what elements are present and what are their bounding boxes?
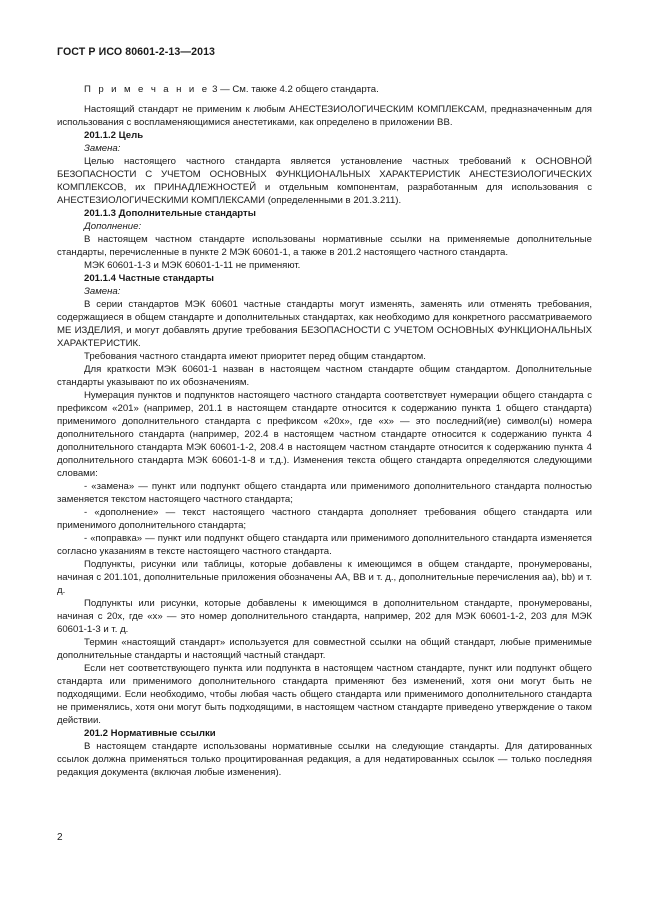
paragraph: Требования частного стандарта имеют приоритет перед общим стандартом. bbox=[84, 351, 426, 362]
amendment-label: Дополнение: bbox=[84, 221, 142, 232]
section-heading: 201.1.4 Частные стандарты bbox=[84, 273, 214, 284]
section-heading: 201.1.3 Дополнительные стандарты bbox=[84, 208, 256, 219]
document-header: ГОСТ Р ИСО 80601-2-13—2013 bbox=[57, 46, 216, 58]
section-heading: 201.2 Нормативные ссылки bbox=[84, 728, 216, 739]
list-item: - «дополнение» — текст настоящего частного стандарта дополняет требования общего стандарта или применимого дополнительного стандарта; bbox=[57, 507, 592, 531]
paragraph: МЭК 60601-1-3 и МЭК 60601-1-11 не применяют. bbox=[84, 260, 301, 271]
paragraph: Настоящий стандарт не применим к любым АНЕСТЕЗИОЛОГИЧЕСКИМ КОМПЛЕКСАМ, предназначенным для использования с воспламеняющимися анестетиками, как определено в приложении ВВ. bbox=[57, 104, 592, 128]
paragraph: Если нет соответствующего пункта или подпункта в настоящем частном стандарте, пункт или подпункт общего стандарта или применимого дополнительного стандарта применяют без изменений, хотя они могут быть не подходящими. Если необходимо, чтобы любая часть общего стандарта или применимого дополнительного стандарта не применялись, хотя они могут быть подходящими, в настоящем частном стандарте приведено утверждение о таком действии. bbox=[57, 663, 592, 726]
paragraph: Для краткости МЭК 60601-1 назван в настоящем частном стандарте общим стандартом. Дополнительные стандарты указывают по их обозначениям. bbox=[57, 364, 592, 388]
note-text: 3 — См. также 4.2 общего стандарта. bbox=[209, 84, 379, 95]
paragraph: В настоящем частном стандарте использованы нормативные ссылки на применяемые дополнительные стандарты, перечисленные в пункте 2 МЭК 60601-1, а также в 201.2 настоящего частного стандарта. bbox=[57, 234, 592, 258]
list-item: - «замена» — пункт или подпункт общего стандарта или применимого дополнительного стандарта полностью заменяется текстом настоящего частного стандарта; bbox=[57, 481, 592, 505]
note-paragraph bbox=[57, 83, 592, 96]
paragraph: В серии стандартов МЭК 60601 частные стандарты могут изменять, заменять или отменять требования, содержащиеся в общем стандарте и дополнительных стандартах, как необходимо для конкретного рассматриваемого МЕ ИЗДЕЛИЯ, и могут добавлять другие требования БЕЗОПАСНОСТИ С УЧЕТОМ ОСНОВНЫХ ФУНКЦИОНАЛЬНЫХ ХАРАКТЕРИСТИК. bbox=[57, 299, 592, 349]
document-body bbox=[57, 76, 592, 779]
page-number: 2 bbox=[57, 832, 63, 843]
list-item: - «поправка» — пункт или подпункт общего стандарта или применимого дополнительного стандарта изменяется согласно указаниям в тексте настоящего частного стандарта. bbox=[57, 533, 592, 557]
paragraph: Подпункты или рисунки, которые добавлены к имеющимся в дополнительном стандарте, пронумерованы, начиная с 20x, где «x» — это номер дополнительного стандарта, например, 202 для МЭК 60601-1-2, 203 для МЭК 60601-1-3 и т. д. bbox=[57, 598, 592, 635]
note-label: П р и м е ч а н и е bbox=[84, 84, 210, 95]
paragraph: Целью настоящего частного стандарта является установление частных требований к ОСНОВНОЙ БЕЗОПАСНОСТИ С УЧЕТОМ ОСНОВНЫХ ФУНКЦИОНАЛЬНЫХ ХАРАКТЕРИСТИК АНЕСТЕЗИОЛОГИЧЕСКИХ КОМПЛЕКСОВ, их ПРИНАДЛЕЖНОСТЕЙ и отдельным компонентам, разработанным для использования с АНЕСТЕЗИОЛОГИЧЕСКИМИ КОМПЛЕКСАМИ (определенными в 201.3.211). bbox=[57, 156, 592, 206]
paragraph: В настоящем стандарте использованы нормативные ссылки на следующие стандарты. Для датированных ссылок должна применяться только процитированная редакция, а для недатированных ссылок — только последняя редакция документа (включая любые изменения). bbox=[57, 741, 592, 778]
section-heading: 201.1.2 Цель bbox=[84, 130, 144, 141]
amendment-label: Замена: bbox=[84, 143, 121, 154]
paragraph: Подпункты, рисунки или таблицы, которые добавлены к имеющимся в общем стандарте, пронумерованы, начиная с 201.101, дополнительные приложения обозначены АА, ВВ и т. д., дополнительные перечисления аа), bb) и т. д. bbox=[57, 559, 592, 596]
amendment-label: Замена: bbox=[84, 286, 121, 297]
paragraph: Термин «настоящий стандарт» используется для совместной ссылки на общий стандарт, любые применимые дополнительные стандарты и настоящий частный стандарт. bbox=[57, 637, 592, 661]
paragraph: Нумерация пунктов и подпунктов настоящего частного стандарта соответствует нумерации общего стандарта с префиксом «201» (например, 201.1 в настоящем стандарте относится к содержанию пункта 1 общего стандарта) применимого дополнительного стандарта с префиксом «20x», где «x» — это последний(ие) символ(ы) номера дополнительного стандарта (например, 202.4 в настоящем частном стандарте относится к содержанию пункта 4 дополнительного стандарта МЭК 60601-1-2, 208.4 в настоящем частном стандарте относится к содержанию пункта 4 дополнительного стандарта МЭК 60601-1-8 и т.д.). Изменения текста общего стандарта определяются следующими словами: bbox=[57, 390, 592, 479]
